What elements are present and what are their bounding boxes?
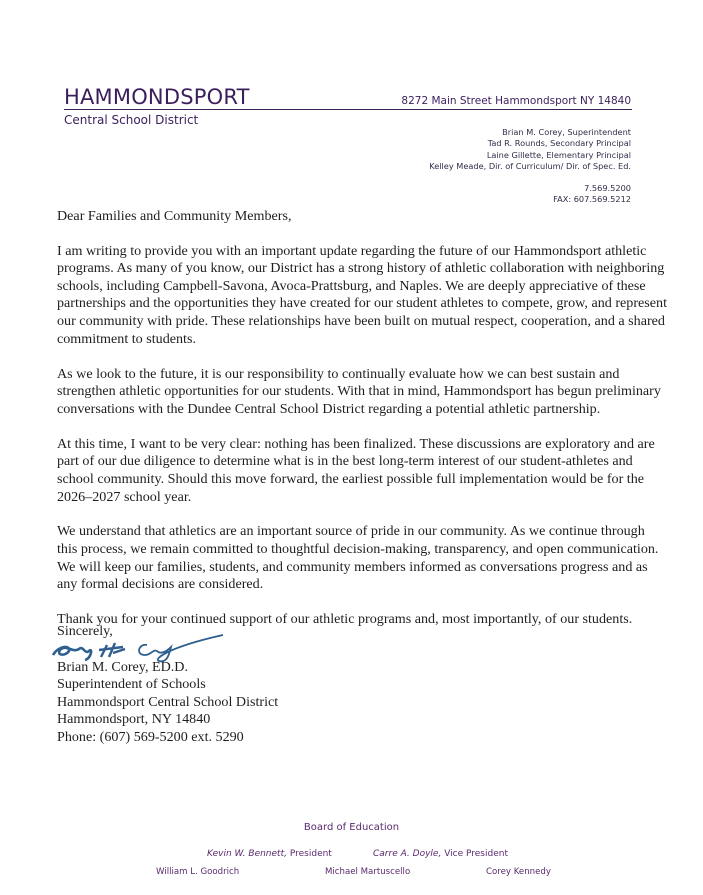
signer-phone: Phone: (607) 569-5200 ext. 5290 [57,728,244,745]
paragraph-3: At this time, I want to be very clear: nothing has been finalized. These discussions are exploratory and are part of our due diligence to determine what is in the best long-term interest of our student-athletes and school community. Should this move forward, the earliest possible full implementation would be for the 2026–2027 school year. [57,435,655,505]
staff-elementary-principal: Laine Gillette, Elementary Principal [486,149,631,160]
paragraph-4: We understand that athletics are an important source of pride in our community. As we continue through this process, we remain committed to thoughtful decision-making, transparency, and open communication. We will keep our families, students, and community members informed as conversations progress and as any formal decisions are considered. [57,523,659,593]
district-address: 8272 Main Street Hammondsport NY 14840 [401,95,631,107]
board-vice-president [373,849,508,859]
signer-name: Brian M. Corey, ED.D. [57,658,188,675]
president-role: President [289,849,332,859]
letter-body [57,208,667,646]
board-title: Board of Education [303,822,400,833]
board-member: Michael Martuscello [325,867,411,877]
paragraph-1: I am writing to provide you with an important update regarding the future of our Hammondsport athletic programs. As many of you know, our District has a strong history of athletic collaboration with neighboring schools, including Campbell-Savona, Avoca-Prattsburg, and Naples. We are deeply appreciative of these partnerships and the opportunities they have created for our student athletes to compete, grow, and represent our community with pride. These relationships have been built on mutual respect, cooperation, and a shared commitment to students. [57,242,668,347]
handwritten-signature-icon [49,633,229,663]
district-subtitle: Central School District [64,113,199,127]
vice-president-name: Carre A. Doyle, [373,849,442,859]
header-divider [64,109,632,110]
paragraph-5: Thank you for your continued support of our athletic programs and, most importantly, of our students. [57,611,633,628]
president-name: Kevin W. Bennett, [207,849,287,859]
signer-organization: Hammondsport Central School District [57,693,279,710]
paragraph-2: As we look to the future, it is our responsibility to continually evaluate how we can best sustain and strengthen athletic opportunities for our students. With that in mind, Hammondsport has begun preliminary conversations with the Dundee Central School District regarding a potential athletic partnership. [57,365,661,417]
district-name: HAMMONDSPORT [64,85,250,109]
valediction: Sincerely, [57,623,113,639]
staff-curriculum-director: Kelley Meade, Dir. of Curriculum/ Dir. of Spec. Ed. [429,160,631,171]
salutation: Dear Families and Community Members, [57,208,292,224]
staff-secondary-principal: Tad R. Rounds, Secondary Principal [487,138,631,149]
vice-president-role: Vice President [444,849,508,859]
staff-superintendent: Brian M. Corey, Superintendent [502,127,631,137]
staff-list [429,127,631,172]
board-president [207,849,332,859]
phone-number: 7.569.5200 [584,183,631,193]
fax-number: FAX: 607.569.5212 [553,194,631,205]
board-member: Corey Kennedy [486,867,551,877]
closing-block [57,623,278,747]
contact-numbers [553,183,631,206]
signer-title: Superintendent of Schools [57,676,206,693]
signer-city: Hammondsport, NY 14840 [57,711,211,728]
board-member: William L. Goodrich [156,867,240,877]
